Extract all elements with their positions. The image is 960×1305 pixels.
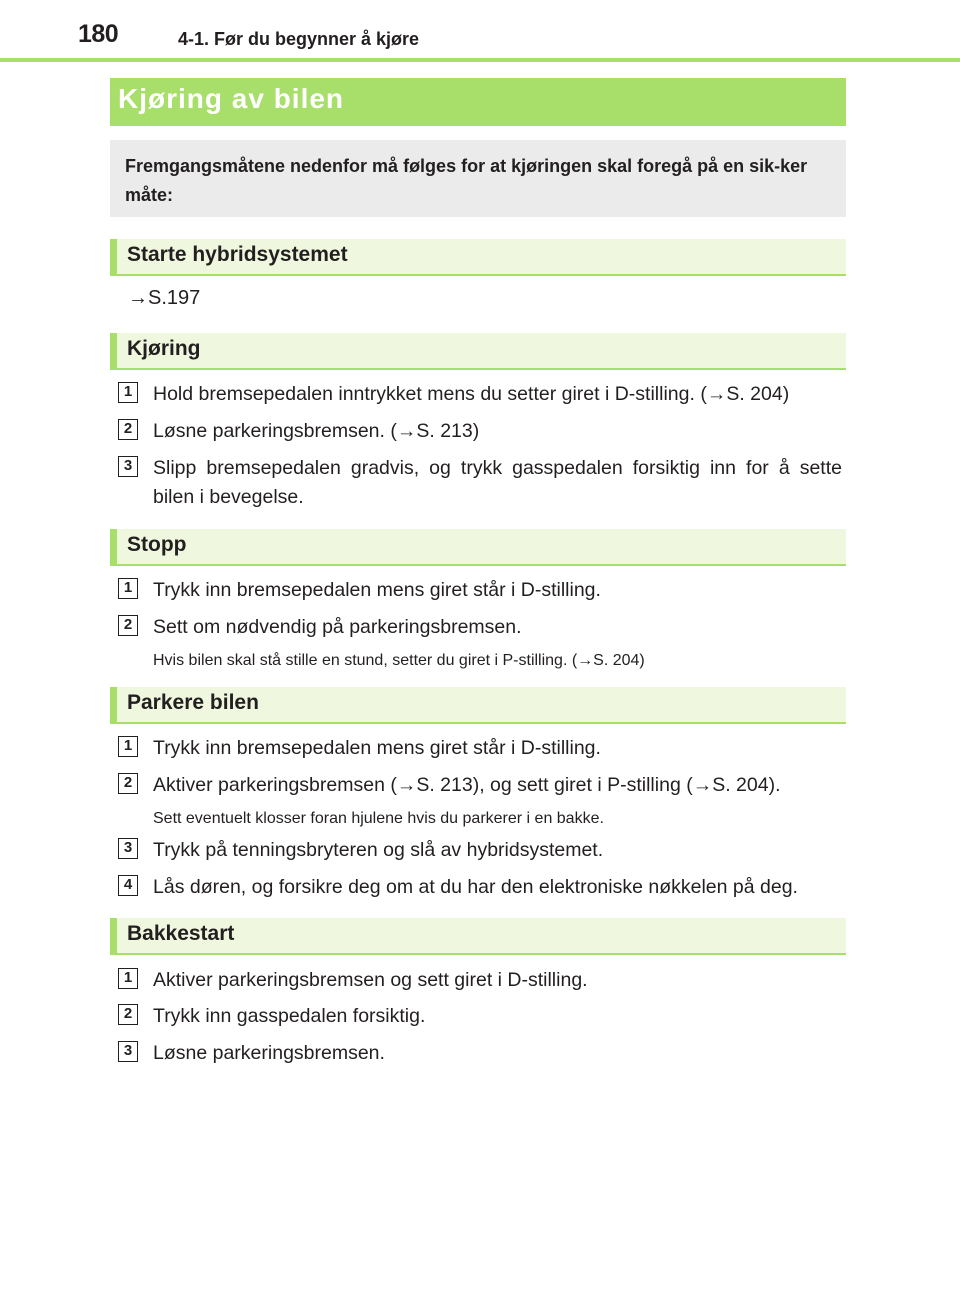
section-title: Bakkestart	[127, 922, 235, 945]
section-title: Starte hybridsystemet	[127, 243, 348, 266]
page-title: Kjøring av bilen	[118, 83, 345, 114]
step-text: Trykk inn bremsepedalen mens giret står i D-stilling.	[153, 579, 601, 601]
section-header-start	[110, 239, 846, 276]
section-title: Parkere bilen	[127, 691, 259, 714]
step-note: Hvis bilen skal stå stille en stund, setter du giret i P-stilling. (→S. 204)	[153, 652, 645, 669]
step-number-badge: 4	[118, 875, 138, 896]
step-note: Sett eventuelt klosser foran hjulene hvis du parkerer i en bakke.	[153, 810, 604, 827]
section-header-stop	[110, 529, 846, 566]
step-number-badge: 1	[118, 578, 138, 599]
step-number-badge: 1	[118, 968, 138, 989]
step-number-badge: 3	[118, 456, 138, 477]
section-title: Kjøring	[127, 337, 201, 360]
header-rule	[0, 58, 960, 62]
intro-text: Fremgangsmåtene nedenfor må følges for at kjøringen skal foregå på en sik-ker måte:	[125, 156, 808, 205]
step-number-badge: 3	[118, 1041, 138, 1062]
step-text: Aktiver parkeringsbremsen og sett giret i D-stilling.	[153, 969, 588, 991]
main-title-banner	[110, 78, 846, 126]
chapter-title: 4-1. Før du begynner å kjøre	[178, 29, 420, 49]
page-number: 180	[78, 20, 119, 48]
step-text: Hold bremsepedalen inntrykket mens du setter giret i D-stilling. (→S. 204)	[153, 383, 790, 405]
step-text: Sett om nødvendig på parkeringsbremsen.	[153, 616, 522, 638]
step-number-badge: 2	[118, 1004, 138, 1025]
step-text: Trykk inn gasspedalen forsiktig.	[153, 1005, 426, 1027]
page-reference: →S.197	[128, 287, 201, 309]
step-text: Trykk på tenningsbryteren og slå av hybridsystemet.	[153, 839, 604, 861]
section-header-park	[110, 687, 846, 724]
intro-box	[110, 140, 846, 217]
step-number-badge: 1	[118, 736, 138, 757]
step-text: Slipp bremsepedalen gradvis, og trykk gasspedalen forsiktig inn for å sette bilen i bevegelse.	[153, 457, 842, 508]
step-number-badge: 2	[118, 773, 138, 794]
section-header-hill-start	[110, 918, 846, 955]
step-number-badge: 2	[118, 615, 138, 636]
section-title: Stopp	[127, 533, 187, 556]
step-text: Aktiver parkeringsbremsen (→S. 213), og sett giret i P-stilling (→S. 204).	[153, 774, 781, 796]
step-number-badge: 3	[118, 838, 138, 859]
page-header	[0, 0, 960, 62]
step-number-badge: 1	[118, 382, 138, 403]
section-header-driving	[110, 333, 846, 370]
step-text: Trykk inn bremsepedalen mens giret står i D-stilling.	[153, 737, 601, 759]
step-text: Løsne parkeringsbremsen. (→S. 213)	[153, 420, 480, 442]
step-number-badge: 2	[118, 419, 138, 440]
step-text: Lås døren, og forsikre deg om at du har den elektroniske nøkkelen på deg.	[153, 876, 798, 898]
step-text: Løsne parkeringsbremsen.	[153, 1042, 385, 1064]
